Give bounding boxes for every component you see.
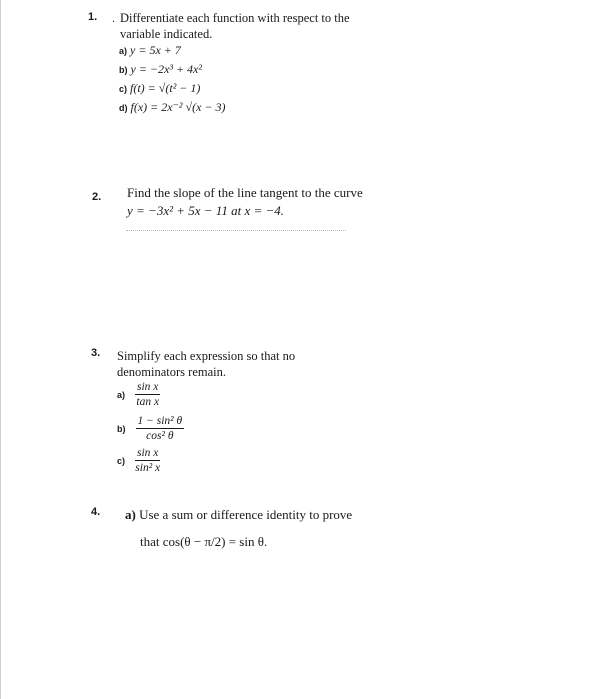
q1-bullet: . xyxy=(112,13,116,25)
q1-part-a-label: a) xyxy=(119,46,128,56)
q1-part-c xyxy=(119,81,200,96)
q4-line1: Use a sum or difference identity to prove xyxy=(139,507,353,522)
q3-part-c-denominator: sin² x xyxy=(135,462,161,474)
q4-number: 4. xyxy=(91,506,101,518)
q2-faint-rule xyxy=(126,230,346,232)
q1-prompt xyxy=(120,10,350,42)
q4-line1-row xyxy=(125,506,352,524)
q1-prompt-line1: Differentiate each function with respect to the xyxy=(120,11,350,25)
q3-part-c xyxy=(117,446,160,475)
q3-part-b-label: b) xyxy=(117,423,126,434)
q2-number: 2. xyxy=(92,191,102,203)
q1-number: 1. xyxy=(88,11,98,23)
q1-part-a xyxy=(119,43,181,58)
q3-number: 3. xyxy=(91,347,101,359)
q1-prompt-line2: variable indicated. xyxy=(120,27,213,41)
q3-prompt xyxy=(117,348,295,380)
q2-line2: y = −3x² + 5x − 11 at x = −4. xyxy=(127,203,285,218)
q2-line1: Find the slope of the line tangent to the curve xyxy=(127,185,363,200)
q1-part-d-label: d) xyxy=(119,103,128,113)
q3-part-a xyxy=(117,380,160,409)
q1-part-c-expr: f(t) = √(t² − 1) xyxy=(130,81,201,95)
q3-part-a-denominator: tan x xyxy=(136,396,160,408)
q3-part-a-numerator: sin x xyxy=(137,381,159,393)
q1-part-b-expr: y = −2x³ + 4x² xyxy=(130,62,202,76)
q1-part-b-label: b) xyxy=(119,65,128,75)
q3-part-c-numerator: sin x xyxy=(137,447,159,459)
q3-part-c-fraction xyxy=(135,446,160,475)
q4-part-label: a) xyxy=(125,507,136,522)
q3-part-a-label: a) xyxy=(117,389,126,400)
page-left-border xyxy=(0,0,1,699)
q3-part-b xyxy=(117,414,184,443)
q2-prompt xyxy=(127,184,363,220)
q3-prompt-line2: denominators remain. xyxy=(117,365,226,379)
q1-part-a-expr: y = 5x + 7 xyxy=(130,43,181,57)
q3-part-b-fraction xyxy=(136,414,185,443)
q3-part-a-fraction xyxy=(135,380,160,409)
q1-part-d xyxy=(119,100,226,115)
q1-part-c-label: c) xyxy=(119,84,128,94)
q3-part-b-numerator: 1 − sin² θ xyxy=(137,415,183,427)
q3-part-b-denominator: cos² θ xyxy=(146,430,174,442)
q1-part-b xyxy=(119,62,202,77)
q4-line2: that cos(θ − π/2) = sin θ. xyxy=(140,534,268,549)
q1-part-d-expr: f(x) = 2x⁻² √(x − 3) xyxy=(130,100,226,114)
q3-part-c-label: c) xyxy=(117,455,126,466)
q3-prompt-line1: Simplify each expression so that no xyxy=(117,349,296,363)
